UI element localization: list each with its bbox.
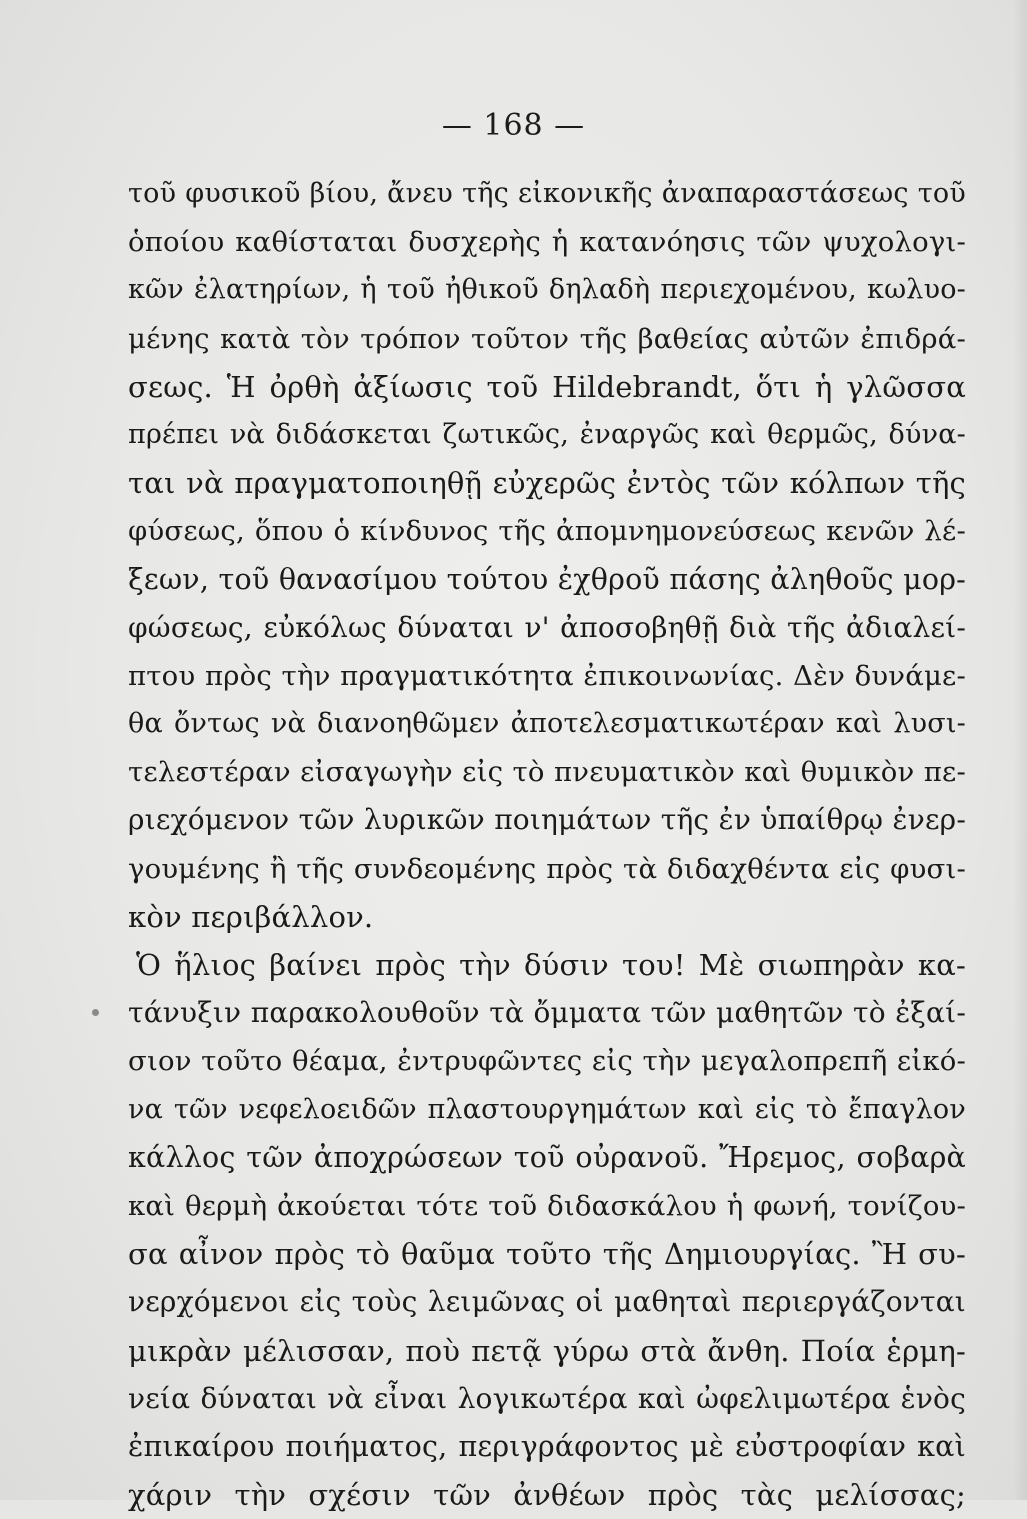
ink-speck bbox=[92, 1009, 99, 1016]
text-line: ὁποίου καθίσταται δυσχερὴς ἡ κατανόησις τῶν ψυχολογι- bbox=[128, 226, 966, 259]
text-line: τοῦ φυσικοῦ βίου, ἄνευ τῆς εἰκονικῆς ἀναπαραστάσεως τοῦ bbox=[128, 178, 966, 209]
text-line: καὶ θερμὴ ἀκούεται τότε τοῦ διδασκάλου ἡ φωνή, τονίζου- bbox=[128, 1189, 966, 1222]
text-line: γουμένης ἢ τῆς συνδεομένης πρὸς τὰ διδαχθέντα εἰς φυσι- bbox=[128, 852, 966, 885]
text-line: κὸν περιβάλλον. bbox=[128, 899, 374, 934]
text-line: Ὁ ἥλιος βαίνει πρὸς τὴν δύσιν του! Μὲ σιωπηρὰν κα- bbox=[136, 948, 966, 982]
text-line: ται νὰ πραγματοποιηθῇ εὐχερῶς ἐντὸς τῶν κόλπων τῆς bbox=[128, 466, 966, 501]
text-line: ἐπικαίρου ποιήματος, περιγράφοντος μὲ εὐστροφίαν καὶ bbox=[128, 1429, 966, 1463]
text-line: πτου πρὸς τὴν πραγματικότητα ἐπικοινωνίας. Δὲν δυνάμε- bbox=[128, 659, 966, 692]
text-line: σιον τοῦτο θέαμα, ἐντρυφῶντες εἰς τὴν μεγαλοπρεπῆ εἰκό- bbox=[128, 1045, 966, 1078]
text-line: μικρὰν μέλισσαν, ποὺ πετᾷ γύρω στὰ ἄνθη. Ποία ἑρμη- bbox=[128, 1333, 966, 1368]
text-line: τελεστέραν εἰσαγωγὴν εἰς τὸ πνευματικὸν καὶ θυμικὸν πε- bbox=[128, 756, 966, 789]
text-line: χάριν τὴν σχέσιν τῶν ἀνθέων πρὸς τὰς μελίσσας; bbox=[128, 1478, 966, 1513]
text-line: νερχόμενοι εἰς τοὺς λειμῶνας οἱ μαθηταὶ περιεργάζονται bbox=[128, 1285, 966, 1319]
text-line: σα αἶνον πρὸς τὸ θαῦμα τοῦτο τῆς Δημιουργίας. Ἢ συ- bbox=[128, 1237, 966, 1272]
text-line: νεία δύναται νὰ εἶναι λογικωτέρα καὶ ὠφελιμωτέρα ἑνὸς bbox=[128, 1381, 966, 1415]
text-line: κάλλος τῶν ἀποχρώσεων τοῦ οὐρανοῦ. Ἤρεμος, σοβαρὰ bbox=[128, 1140, 966, 1174]
text-line: σεως. Ἡ ὀρθὴ ἀξίωσις τοῦ Hildebrandt, ὅτι ἡ γλῶσσα bbox=[128, 369, 966, 404]
text-line: πρέπει νὰ διδάσκεται ζωτικῶς, ἐναργῶς καὶ θερμῶς, δύνα- bbox=[128, 418, 966, 450]
text-line: θα ὄντως νὰ διανοηθῶμεν ἀποτελεσματικωτέραν καὶ λυσι- bbox=[128, 708, 966, 740]
text-line: φώσεως, εὐκόλως δύναται ν' ἀποσοβηθῇ διὰ τῆς ἀδιαλεί- bbox=[128, 610, 966, 644]
text-line: φύσεως, ὅπου ὁ κίνδυνος τῆς ἀπομνημονεύσεως κενῶν λέ- bbox=[128, 515, 966, 548]
text-line: τάνυξιν παρακολουθοῦν τὰ ὄμματα τῶν μαθητῶν τὸ ἐξαί- bbox=[128, 996, 966, 1030]
text-line: μένης κατὰ τὸν τρόπον τοῦτον τῆς βαθείας αὐτῶν ἐπιδρά- bbox=[128, 322, 966, 355]
page-edge-shadow bbox=[1013, 0, 1027, 1500]
page-number: — 168 — bbox=[441, 108, 586, 143]
text-line: ξεων, τοῦ θανασίμου τούτου ἐχθροῦ πάσης ἀληθοῦς μορ- bbox=[128, 562, 966, 596]
text-line: ριεχόμενον τῶν λυρικῶν ποιημάτων τῆς ἐν ὑπαίθρῳ ἐνερ- bbox=[128, 803, 966, 837]
text-line: κῶν ἐλατηρίων, ἡ τοῦ ἠθικοῦ δηλαδὴ περιεχομένου, κωλυο- bbox=[128, 274, 966, 306]
text-line: να τῶν νεφελοειδῶν πλαστουργημάτων καὶ εἰς τὸ ἔπαγλον bbox=[128, 1093, 966, 1125]
body-text bbox=[128, 170, 966, 1519]
